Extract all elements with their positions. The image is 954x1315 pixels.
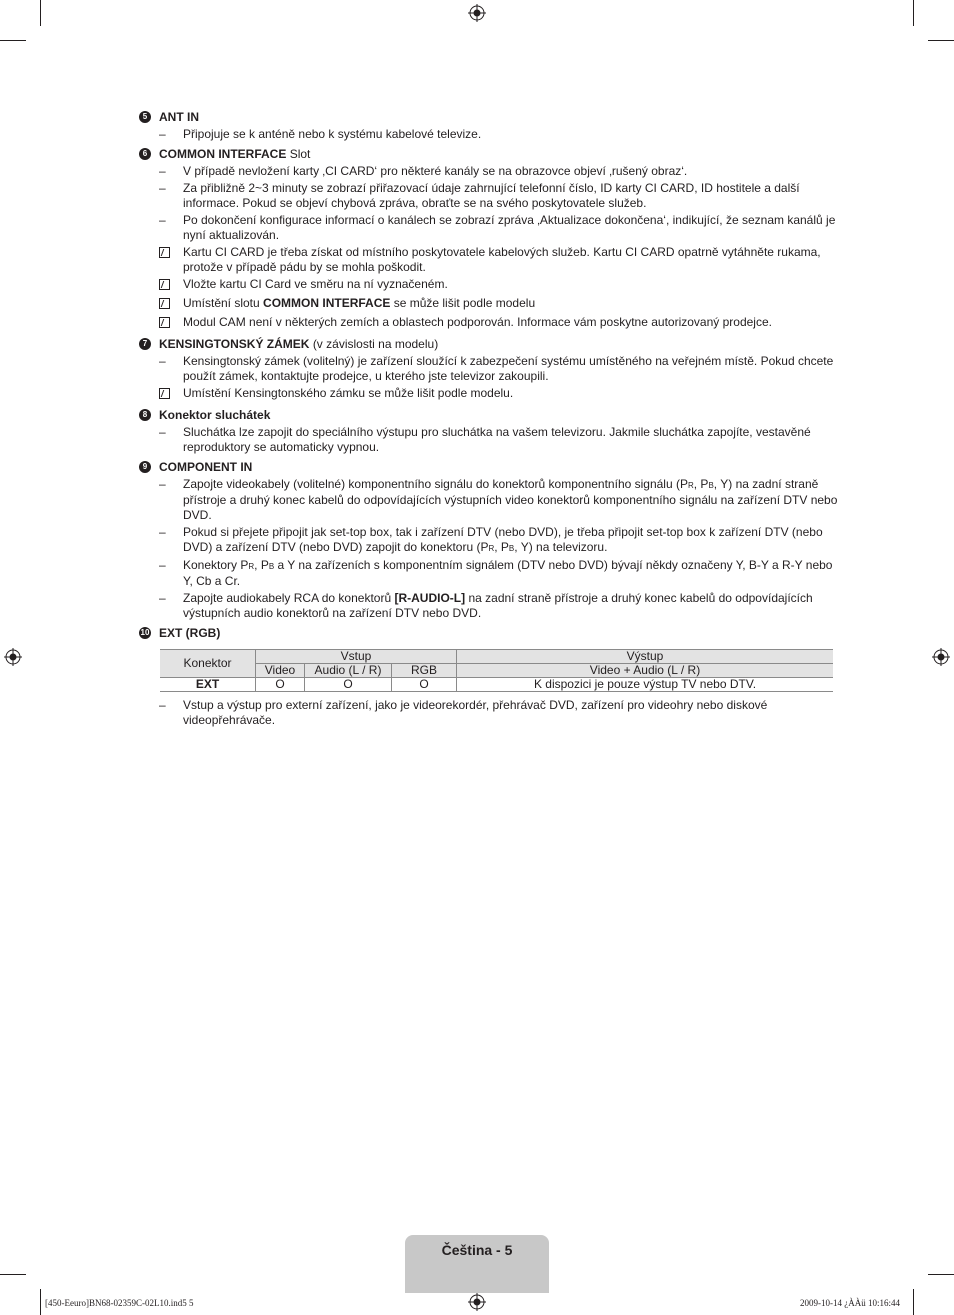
section-title-extra: Slot	[289, 147, 311, 161]
subscript: R	[687, 481, 694, 490]
section-title: EXT (RGB)	[159, 626, 221, 640]
item-text: Kensingtonský zámek (volitelný) je zařízení sloužící k zabezpečení systému umístěného na veřejném místě. Pokud chcete použít zámek, kontaktujte prodejce, u kterého jste televizor zakoupili.	[183, 354, 834, 383]
bold-term: [R-AUDIO-L]	[394, 591, 466, 605]
section-title: COMPONENT IN	[159, 460, 253, 474]
table-row	[160, 678, 833, 692]
item-text: Kartu CI CARD je třeba získat od místního poskytovatele kabelových služeb. Kartu CI CARD opatrně vytáhněte rukama, protože v případě pádu by se mohla poškodit.	[183, 245, 821, 274]
subscript: R	[248, 562, 255, 571]
dash-bullet: –	[159, 591, 166, 605]
dash-bullet: –	[159, 181, 166, 195]
crop-mark	[928, 40, 954, 41]
dash-bullet: –	[159, 558, 166, 572]
text-part: na zadní straně přístroje a druhý konec kabelů do odpovídajících výstupních audio konektorů na zařízení DTV nebo DVD.	[183, 591, 813, 620]
table-header-cell: Konektor	[160, 650, 256, 678]
subscript: B	[508, 544, 515, 553]
manual-content	[139, 110, 839, 728]
text-part: , Y) na televizoru.	[514, 540, 608, 554]
list-item	[139, 477, 839, 523]
subscript: B	[708, 481, 714, 490]
note-icon	[159, 388, 170, 399]
section-header	[139, 147, 839, 162]
list-item	[139, 127, 839, 142]
section-number-badge: 6	[139, 148, 151, 160]
section-number-badge: 10	[140, 628, 150, 637]
item-text	[183, 558, 839, 589]
text-part: se může lišit podle modelu	[390, 296, 536, 310]
crop-mark	[913, 0, 914, 26]
table-cell: O	[305, 678, 392, 692]
item-text: Po dokončení konfigurace informací o kanálech se zobrazí zpráva ‚Aktualizace dokončena‘, indikující, že seznam kanálů je nyní aktualizován.	[183, 213, 836, 242]
dash-bullet: –	[159, 164, 166, 178]
note-item	[139, 386, 839, 403]
item-text	[183, 296, 839, 313]
subscript: R	[488, 544, 495, 553]
section-header	[139, 337, 839, 352]
item-text: Za přibližně 2~3 minuty se zobrazí přiřazovací údaje zahrnující telefonní číslo, ID karty CI CARD, ID hostitele a další informace. Pokud se objeví chybová zpráva, obraťte se na svého poskytovatele služeb.	[183, 181, 800, 210]
note-icon	[159, 317, 170, 328]
list-item	[139, 164, 839, 179]
text-part: , P	[254, 558, 269, 572]
registration-mark-icon	[4, 648, 22, 666]
text-part: a Y na zařízeních s komponentním signálem (DTV nebo DVD) bývají někdy označeny Y, B-Y a R-Y nebo Y, Cb a Cr.	[183, 558, 833, 588]
text-part: , Y) na zadní straně přístroje a druhý konec kabelů do odpovídajících výstupních video konektorů komponentního signálu na zařízení DTV nebo DVD.	[183, 477, 838, 522]
text-part: Zapojte videokabely (volitelné) komponentního signálu do konektorů komponentního signálu (P	[183, 477, 688, 491]
note-item	[139, 277, 839, 294]
registration-mark-icon	[468, 1293, 486, 1311]
section-title: Konektor sluchátek	[159, 408, 271, 422]
bold-term: COMMON INTERFACE	[263, 296, 391, 310]
registration-mark-icon	[468, 4, 486, 22]
crop-mark	[913, 1289, 914, 1315]
section-headphones	[139, 408, 839, 455]
table-cell: K dispozici je pouze výstup TV nebo DTV.	[457, 678, 834, 692]
dash-bullet: –	[159, 425, 166, 439]
item-text	[183, 477, 839, 523]
list-item	[139, 213, 839, 243]
section-title	[159, 147, 310, 162]
page-label: Čeština - 5	[441, 1242, 513, 1258]
item-text: Vstup a výstup pro externí zařízení, jako je videorekordér, přehrávač DVD, zařízení pro videohry nebo diskové videopřehrávače.	[183, 698, 768, 727]
item-text: Modul CAM není v některých zemích a oblastech podporován. Informace vám poskytne autorizovaný prodejce.	[183, 315, 772, 329]
note-icon	[159, 298, 170, 309]
item-text: Připojuje se k anténě nebo k systému kabelové televize.	[183, 127, 482, 141]
table-header-cell: RGB	[392, 664, 457, 678]
section-component-in	[139, 460, 839, 621]
table-header-cell: Video + Audio (L / R)	[457, 664, 834, 678]
page-number-tab	[405, 1235, 549, 1293]
dash-bullet: –	[159, 477, 166, 491]
item-text	[183, 525, 839, 556]
section-title-text: KENSINGTONSKÝ ZÁMEK	[159, 337, 310, 351]
table-header-cell: Vstup	[256, 650, 457, 664]
section-header	[139, 110, 839, 125]
section-common-interface	[139, 147, 839, 332]
table-header-cell: Video	[256, 664, 305, 678]
text-part: Konektory P	[183, 558, 249, 572]
section-header	[139, 408, 839, 423]
table-subheader-row	[160, 664, 833, 678]
text-part: , P	[494, 540, 509, 554]
item-text: Umístění Kensingtonského zámku se může lišit podle modelu.	[183, 386, 514, 400]
text-part: Umístění slotu	[183, 296, 264, 310]
list-item	[139, 425, 839, 455]
section-title: ANT IN	[159, 110, 199, 124]
section-title	[159, 337, 438, 352]
section-kensington	[139, 337, 839, 403]
note-icon	[159, 279, 170, 290]
list-item	[139, 354, 839, 384]
section-ext-rgb	[139, 626, 839, 728]
table-cell: EXT	[160, 678, 256, 692]
item-text: Sluchátka lze zapojit do speciálního výstupu pro sluchátka na vašem televizoru. Jakmile sluchátka zapojíte, vestavěné reproduktory se automaticky vypnou.	[183, 425, 811, 454]
crop-mark	[0, 40, 26, 41]
dash-bullet: –	[159, 213, 166, 227]
crop-mark	[40, 0, 41, 26]
section-header	[139, 626, 839, 641]
list-item	[139, 181, 839, 211]
text-part: Zapojte audiokabely RCA do konektorů	[183, 591, 395, 605]
table-header-cell: Výstup	[457, 650, 834, 664]
ext-connector-table	[160, 649, 833, 692]
note-icon	[159, 247, 170, 258]
item-text: Vložte kartu CI Card ve směru na ní vyznačeném.	[183, 277, 448, 291]
note-item	[139, 245, 839, 275]
note-item	[139, 315, 839, 332]
list-item	[139, 525, 839, 556]
dash-bullet: –	[159, 127, 166, 141]
table-cell: O	[392, 678, 457, 692]
item-text: V případě nevložení karty ‚CI CARD‘ pro některé kanály se na obrazovce objeví ‚rušený obraz‘.	[183, 164, 688, 178]
table-header-row	[160, 650, 833, 664]
section-ant-in	[139, 110, 839, 142]
section-number-badge: 9	[139, 461, 151, 473]
print-slug-right: 2009-10-14 ¿ÀÀü 10:16:44	[800, 1298, 900, 1308]
list-item	[139, 558, 839, 589]
text-part: Pokud si přejete připojit jak set-top box, tak i zařízení DTV (nebo DVD), je třeba připojit set-top box k zařízení DTV (nebo DVD) a zařízení DTV (nebo DVD) zapojit do konektoru (P	[183, 525, 823, 554]
registration-mark-icon	[932, 648, 950, 666]
crop-mark	[928, 1274, 954, 1275]
dash-bullet: –	[159, 525, 166, 539]
print-slug-left: [450-Eeuro]BN68-02359C-02L10.ind5 5	[45, 1298, 194, 1308]
section-header	[139, 460, 839, 475]
section-number-badge: 5	[139, 111, 151, 123]
section-number-badge: 7	[139, 338, 151, 350]
dash-bullet: –	[159, 354, 166, 368]
section-number-badge: 8	[139, 409, 151, 421]
subscript: B	[268, 562, 275, 571]
list-item	[139, 591, 839, 621]
section-title-text: COMMON INTERFACE	[159, 147, 287, 161]
table-header-cell: Audio (L / R)	[305, 664, 392, 678]
crop-mark	[40, 1289, 41, 1315]
table-cell: O	[256, 678, 305, 692]
crop-mark	[0, 1274, 26, 1275]
item-text	[183, 591, 839, 621]
dash-bullet: –	[159, 698, 166, 712]
text-part: , P	[693, 477, 709, 491]
list-item	[139, 698, 839, 728]
note-item	[139, 296, 839, 313]
section-title-extra: (v závislosti na modelu)	[312, 337, 439, 351]
